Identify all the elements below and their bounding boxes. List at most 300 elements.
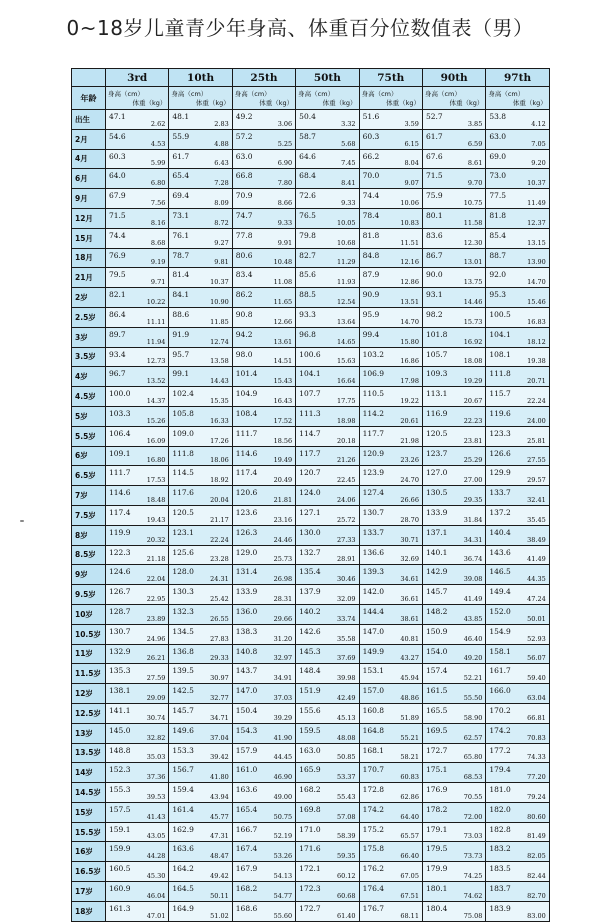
height-value: 104.1: [299, 369, 321, 379]
height-value: 130.7: [362, 507, 385, 517]
table-row: [72, 149, 550, 169]
height-value: 114.7: [299, 428, 321, 438]
weight-value: 10.68: [336, 238, 356, 247]
value-cell: [106, 149, 169, 169]
age-cell: 5岁: [72, 406, 106, 426]
height-value: 70.0: [362, 171, 380, 181]
value-cell: [169, 169, 232, 189]
value-cell: [106, 406, 169, 426]
value-cell: [106, 268, 169, 288]
height-value: 63.0: [489, 131, 507, 141]
height-value: 108.1: [489, 349, 511, 359]
weight-value: 80.60: [527, 812, 546, 821]
value-cell: [486, 347, 549, 367]
height-value: 175.8: [362, 844, 385, 854]
weight-value: 17.52: [273, 416, 293, 425]
height-value: 130.0: [299, 527, 321, 537]
value-cell: [296, 585, 359, 605]
value-cell: [486, 703, 549, 723]
value-cell: [106, 248, 169, 268]
height-value: 154.0: [425, 646, 448, 656]
height-value: 175.2: [362, 824, 385, 834]
value-cell: [296, 426, 359, 446]
weight-value: 2.62: [150, 119, 166, 128]
weight-value: 8.72: [214, 218, 229, 227]
height-value: 83.6: [425, 230, 443, 240]
height-value: 147.0: [235, 686, 258, 696]
value-cell: [422, 486, 485, 506]
height-value: 174.2: [489, 725, 511, 735]
measure-subheader: [486, 87, 549, 110]
height-value: 120.5: [172, 507, 194, 517]
height-value: 93.4: [109, 349, 126, 359]
height-value: 167.4: [235, 844, 258, 854]
height-value: 85.4: [489, 230, 507, 240]
value-cell: [169, 248, 232, 268]
value-cell: [359, 862, 422, 882]
weight-value: 7.56: [150, 198, 166, 207]
weight-value: 15.26: [146, 416, 166, 425]
weight-value: 58.39: [336, 832, 356, 841]
value-cell: [106, 208, 169, 228]
value-cell: [106, 763, 169, 783]
value-cell: [359, 347, 422, 367]
value-cell: [486, 743, 549, 763]
weight-value: 24.31: [210, 575, 229, 584]
weight-unit-label: 体重（kg）: [132, 99, 167, 107]
height-value: 122.3: [109, 547, 131, 557]
weight-value: 20.04: [210, 495, 229, 504]
height-value: 165.9: [299, 765, 321, 775]
age-cell: 3岁: [72, 327, 106, 347]
height-value: 123.9: [362, 468, 385, 478]
value-cell: [422, 545, 485, 565]
height-value: 98.0: [235, 349, 253, 359]
weight-value: 20.18: [336, 436, 356, 445]
weight-value: 4.88: [214, 139, 229, 148]
weight-value: 23.89: [146, 614, 166, 623]
weight-value: 22.23: [463, 416, 483, 425]
value-cell: [232, 783, 295, 803]
weight-value: 66.81: [527, 713, 546, 722]
weight-value: 26.21: [146, 654, 166, 663]
weight-value: 5.25: [277, 139, 293, 148]
height-value: 154.9: [489, 626, 511, 636]
value-cell: [296, 505, 359, 525]
value-cell: [359, 426, 422, 446]
weight-value: 25.42: [210, 594, 229, 603]
height-value: 163.0: [299, 745, 321, 755]
height-value: 114.6: [109, 488, 131, 498]
value-cell: [486, 149, 549, 169]
height-value: 60.3: [109, 151, 126, 161]
height-value: 116.9: [425, 408, 448, 418]
table-row: [72, 367, 550, 387]
value-cell: [359, 664, 422, 684]
value-cell: [106, 110, 169, 130]
height-unit-label: 身高（cm）: [424, 90, 461, 98]
weight-value: 60.12: [336, 872, 356, 881]
value-cell: [422, 466, 485, 486]
weight-value: 45.13: [336, 713, 356, 722]
height-value: 170.7: [362, 765, 385, 775]
value-cell: [422, 129, 485, 149]
value-cell: [169, 783, 232, 803]
weight-value: 47.01: [146, 911, 166, 920]
value-cell: [106, 189, 169, 209]
percentile-table: [71, 68, 550, 922]
height-value: 169.5: [425, 725, 448, 735]
table-row: [72, 684, 550, 704]
value-cell: [232, 347, 295, 367]
weight-value: 5.99: [150, 159, 166, 168]
height-unit-label: 身高（cm）: [108, 90, 144, 98]
weight-value: 11.11: [146, 317, 166, 326]
value-cell: [232, 387, 295, 407]
height-value: 57.2: [235, 131, 253, 141]
height-value: 136.8: [172, 646, 194, 656]
height-value: 130.5: [425, 488, 448, 498]
height-value: 101.4: [235, 369, 258, 379]
height-value: 95.3: [489, 290, 507, 300]
weight-unit-label: 体重（kg）: [195, 99, 230, 107]
table-row: [72, 565, 550, 585]
height-value: 71.5: [109, 210, 126, 220]
weight-value: 39.42: [210, 753, 229, 762]
height-value: 53.8: [489, 112, 507, 121]
height-value: 160.5: [109, 864, 131, 874]
height-value: 85.6: [299, 270, 316, 280]
weight-value: 49.00: [273, 792, 293, 801]
height-value: 82.1: [109, 290, 126, 300]
height-value: 119.6: [489, 408, 511, 418]
height-value: 149.9: [362, 646, 385, 656]
age-cell: 15岁: [72, 802, 106, 822]
weight-value: 48.86: [400, 693, 419, 702]
value-cell: [169, 307, 232, 327]
height-value: 77.5: [489, 191, 507, 201]
height-value: 117.7: [299, 448, 321, 458]
height-value: 183.5: [489, 864, 511, 874]
value-cell: [486, 901, 549, 921]
height-value: 155.3: [109, 785, 131, 795]
weight-value: 8.09: [214, 198, 229, 207]
height-value: 60.3: [362, 131, 380, 141]
value-cell: [422, 565, 485, 585]
value-cell: [106, 466, 169, 486]
weight-value: 72.00: [463, 812, 483, 821]
weight-value: 32.41: [527, 495, 546, 504]
value-cell: [359, 268, 422, 288]
table-row: [72, 882, 550, 902]
height-value: 174.2: [362, 804, 385, 814]
weight-value: 56.07: [527, 654, 546, 663]
age-cell: 7.5岁: [72, 505, 106, 525]
value-cell: [106, 327, 169, 347]
height-value: 183.9: [489, 903, 511, 913]
weight-value: 12.73: [146, 357, 166, 366]
height-value: 90.0: [425, 270, 443, 280]
weight-value: 18.06: [210, 456, 229, 465]
height-value: 92.0: [489, 270, 507, 280]
height-value: 55.9: [172, 131, 190, 141]
weight-value: 58.90: [463, 713, 483, 722]
height-value: 81.8: [362, 230, 380, 240]
height-value: 132.7: [299, 547, 321, 557]
value-cell: [422, 783, 485, 803]
table-row: [72, 347, 550, 367]
height-value: 153.3: [172, 745, 194, 755]
weight-value: 35.45: [527, 515, 546, 524]
height-value: 168.6: [235, 903, 258, 913]
age-cell: 18月: [72, 248, 106, 268]
value-cell: [169, 466, 232, 486]
percentile-header: 25th: [232, 69, 295, 87]
weight-value: 46.90: [273, 773, 293, 782]
value-cell: [486, 842, 549, 862]
height-value: 81.8: [489, 210, 507, 220]
weight-value: 9.33: [341, 198, 356, 207]
height-value: 58.7: [299, 131, 316, 141]
height-value: 76.9: [109, 250, 126, 260]
weight-value: 21.81: [273, 495, 293, 504]
height-value: 159.9: [109, 844, 131, 854]
height-value: 114.2: [362, 408, 385, 418]
height-value: 143.7: [235, 666, 258, 676]
value-cell: [359, 624, 422, 644]
value-cell: [296, 110, 359, 130]
height-value: 111.7: [109, 468, 131, 478]
value-cell: [486, 189, 549, 209]
height-value: 140.4: [489, 527, 511, 537]
weight-value: 79.24: [527, 792, 546, 801]
value-cell: [232, 664, 295, 684]
height-value: 159.4: [172, 785, 194, 795]
height-value: 126.3: [235, 527, 258, 537]
measure-subheader: [422, 87, 485, 110]
weight-value: 20.67: [463, 396, 483, 405]
value-cell: [422, 327, 485, 347]
height-value: 179.5: [425, 844, 448, 854]
weight-value: 52.21: [463, 674, 483, 683]
value-cell: [106, 723, 169, 743]
table-row: [72, 486, 550, 506]
height-value: 95.7: [172, 349, 190, 359]
weight-value: 7.45: [341, 159, 356, 168]
height-value: 164.2: [172, 864, 194, 874]
height-value: 159.1: [109, 824, 131, 834]
weight-value: 77.20: [527, 773, 546, 782]
value-cell: [169, 604, 232, 624]
weight-value: 12.30: [463, 238, 483, 247]
age-cell: 6月: [72, 169, 106, 189]
weight-value: 8.41: [341, 179, 356, 188]
height-value: 155.6: [299, 705, 321, 715]
weight-value: 41.90: [273, 733, 293, 742]
weight-value: 15.46: [527, 297, 546, 306]
value-cell: [486, 446, 549, 466]
weight-value: 24.46: [273, 535, 293, 544]
value-cell: [486, 110, 549, 130]
value-cell: [422, 525, 485, 545]
height-value: 159.5: [299, 725, 321, 735]
weight-value: 11.08: [273, 278, 293, 287]
value-cell: [359, 565, 422, 585]
weight-value: 15.43: [273, 377, 293, 386]
table-row: [72, 248, 550, 268]
table-row: [72, 189, 550, 209]
weight-value: 29.66: [273, 614, 293, 623]
value-cell: [232, 565, 295, 585]
value-cell: [359, 367, 422, 387]
table-row: [72, 268, 550, 288]
height-value: 179.4: [489, 765, 511, 775]
value-cell: [422, 208, 485, 228]
weight-value: 19.22: [400, 396, 419, 405]
weight-value: 47.31: [210, 832, 229, 841]
height-value: 87.9: [362, 270, 380, 280]
height-value: 50.4: [299, 112, 316, 121]
value-cell: [232, 466, 295, 486]
value-cell: [232, 684, 295, 704]
weight-value: 24.00: [527, 416, 546, 425]
table-row: [72, 228, 550, 248]
weight-value: 18.56: [273, 436, 293, 445]
weight-value: 41.43: [146, 812, 166, 821]
value-cell: [296, 882, 359, 902]
height-value: 96.8: [299, 329, 316, 339]
weight-value: 36.74: [463, 555, 483, 564]
percentile-header: 50th: [296, 69, 359, 87]
weight-value: 10.37: [527, 179, 546, 188]
height-value: 129.9: [489, 468, 511, 478]
weight-value: 7.28: [214, 179, 229, 188]
weight-value: 32.69: [400, 555, 419, 564]
value-cell: [486, 268, 549, 288]
value-cell: [169, 288, 232, 308]
value-cell: [486, 802, 549, 822]
weight-value: 10.90: [210, 297, 229, 306]
height-value: 148.2: [425, 606, 448, 616]
value-cell: [486, 169, 549, 189]
value-cell: [296, 387, 359, 407]
corner-cell: [72, 69, 106, 87]
age-cell: 11岁: [72, 644, 106, 664]
value-cell: [422, 684, 485, 704]
height-value: 86.4: [109, 309, 126, 319]
value-cell: [359, 446, 422, 466]
weight-value: 15.35: [210, 396, 229, 405]
height-value: 105.7: [425, 349, 448, 359]
value-cell: [486, 426, 549, 446]
value-cell: [169, 802, 232, 822]
height-value: 142.5: [172, 686, 194, 696]
height-value: 170.2: [489, 705, 511, 715]
height-value: 70.9: [235, 191, 253, 201]
value-cell: [169, 763, 232, 783]
weight-value: 70.83: [527, 733, 546, 742]
weight-value: 12.16: [400, 258, 419, 267]
page-title: 0~18岁儿童青少年身高、体重百分位数值表（男）: [66, 16, 534, 40]
value-cell: [106, 644, 169, 664]
height-value: 89.7: [109, 329, 126, 339]
weight-value: 74.62: [463, 891, 483, 900]
weight-value: 16.92: [463, 337, 483, 346]
weight-value: 75.08: [463, 911, 483, 920]
value-cell: [296, 743, 359, 763]
value-cell: [422, 842, 485, 862]
weight-value: 11.85: [210, 317, 229, 326]
height-value: 127.0: [425, 468, 448, 478]
height-value: 106.9: [362, 369, 385, 379]
value-cell: [232, 703, 295, 723]
height-value: 123.3: [489, 428, 511, 438]
percentile-header: 10th: [169, 69, 232, 87]
weight-value: 26.55: [210, 614, 229, 623]
value-cell: [106, 367, 169, 387]
weight-value: 30.71: [400, 535, 419, 544]
weight-value: 28.91: [336, 555, 356, 564]
weight-value: 45.94: [400, 674, 419, 683]
age-cell: 6岁: [72, 446, 106, 466]
height-value: 88.7: [489, 250, 507, 260]
value-cell: [486, 684, 549, 704]
value-cell: [422, 882, 485, 902]
weight-value: 19.43: [146, 515, 166, 524]
value-cell: [359, 783, 422, 803]
value-cell: [359, 901, 422, 921]
height-value: 111.7: [235, 428, 258, 438]
value-cell: [296, 248, 359, 268]
height-value: 147.0: [362, 626, 385, 636]
weight-value: 20.32: [146, 535, 166, 544]
height-value: 48.1: [172, 112, 190, 121]
weight-value: 28.70: [400, 515, 419, 524]
weight-value: 46.40: [463, 634, 483, 643]
weight-value: 3.59: [404, 119, 419, 128]
height-value: 71.5: [425, 171, 443, 181]
table-row: [72, 585, 550, 605]
value-cell: [422, 288, 485, 308]
weight-value: 9.20: [531, 159, 546, 168]
weight-value: 32.82: [146, 733, 166, 742]
weight-value: 8.04: [404, 159, 419, 168]
value-cell: [169, 585, 232, 605]
weight-value: 81.49: [527, 832, 546, 841]
weight-value: 53.26: [273, 852, 293, 861]
value-cell: [486, 565, 549, 585]
weight-value: 29.09: [146, 693, 166, 702]
height-value: 182.8: [489, 824, 511, 834]
age-column-header: 年龄: [72, 87, 106, 110]
value-cell: [169, 189, 232, 209]
height-value: 72.6: [299, 191, 316, 201]
value-cell: [232, 149, 295, 169]
value-cell: [169, 426, 232, 446]
weight-value: 6.90: [277, 159, 293, 168]
height-value: 181.0: [489, 785, 511, 795]
subheader-row: [72, 87, 550, 110]
age-cell: 15.5岁: [72, 822, 106, 842]
height-value: 114.5: [172, 468, 194, 478]
height-value: 93.1: [425, 290, 443, 300]
value-cell: [296, 347, 359, 367]
weight-value: 7.05: [531, 139, 546, 148]
value-cell: [359, 763, 422, 783]
weight-value: 32.77: [210, 693, 229, 702]
value-cell: [422, 149, 485, 169]
table-row: [72, 307, 550, 327]
